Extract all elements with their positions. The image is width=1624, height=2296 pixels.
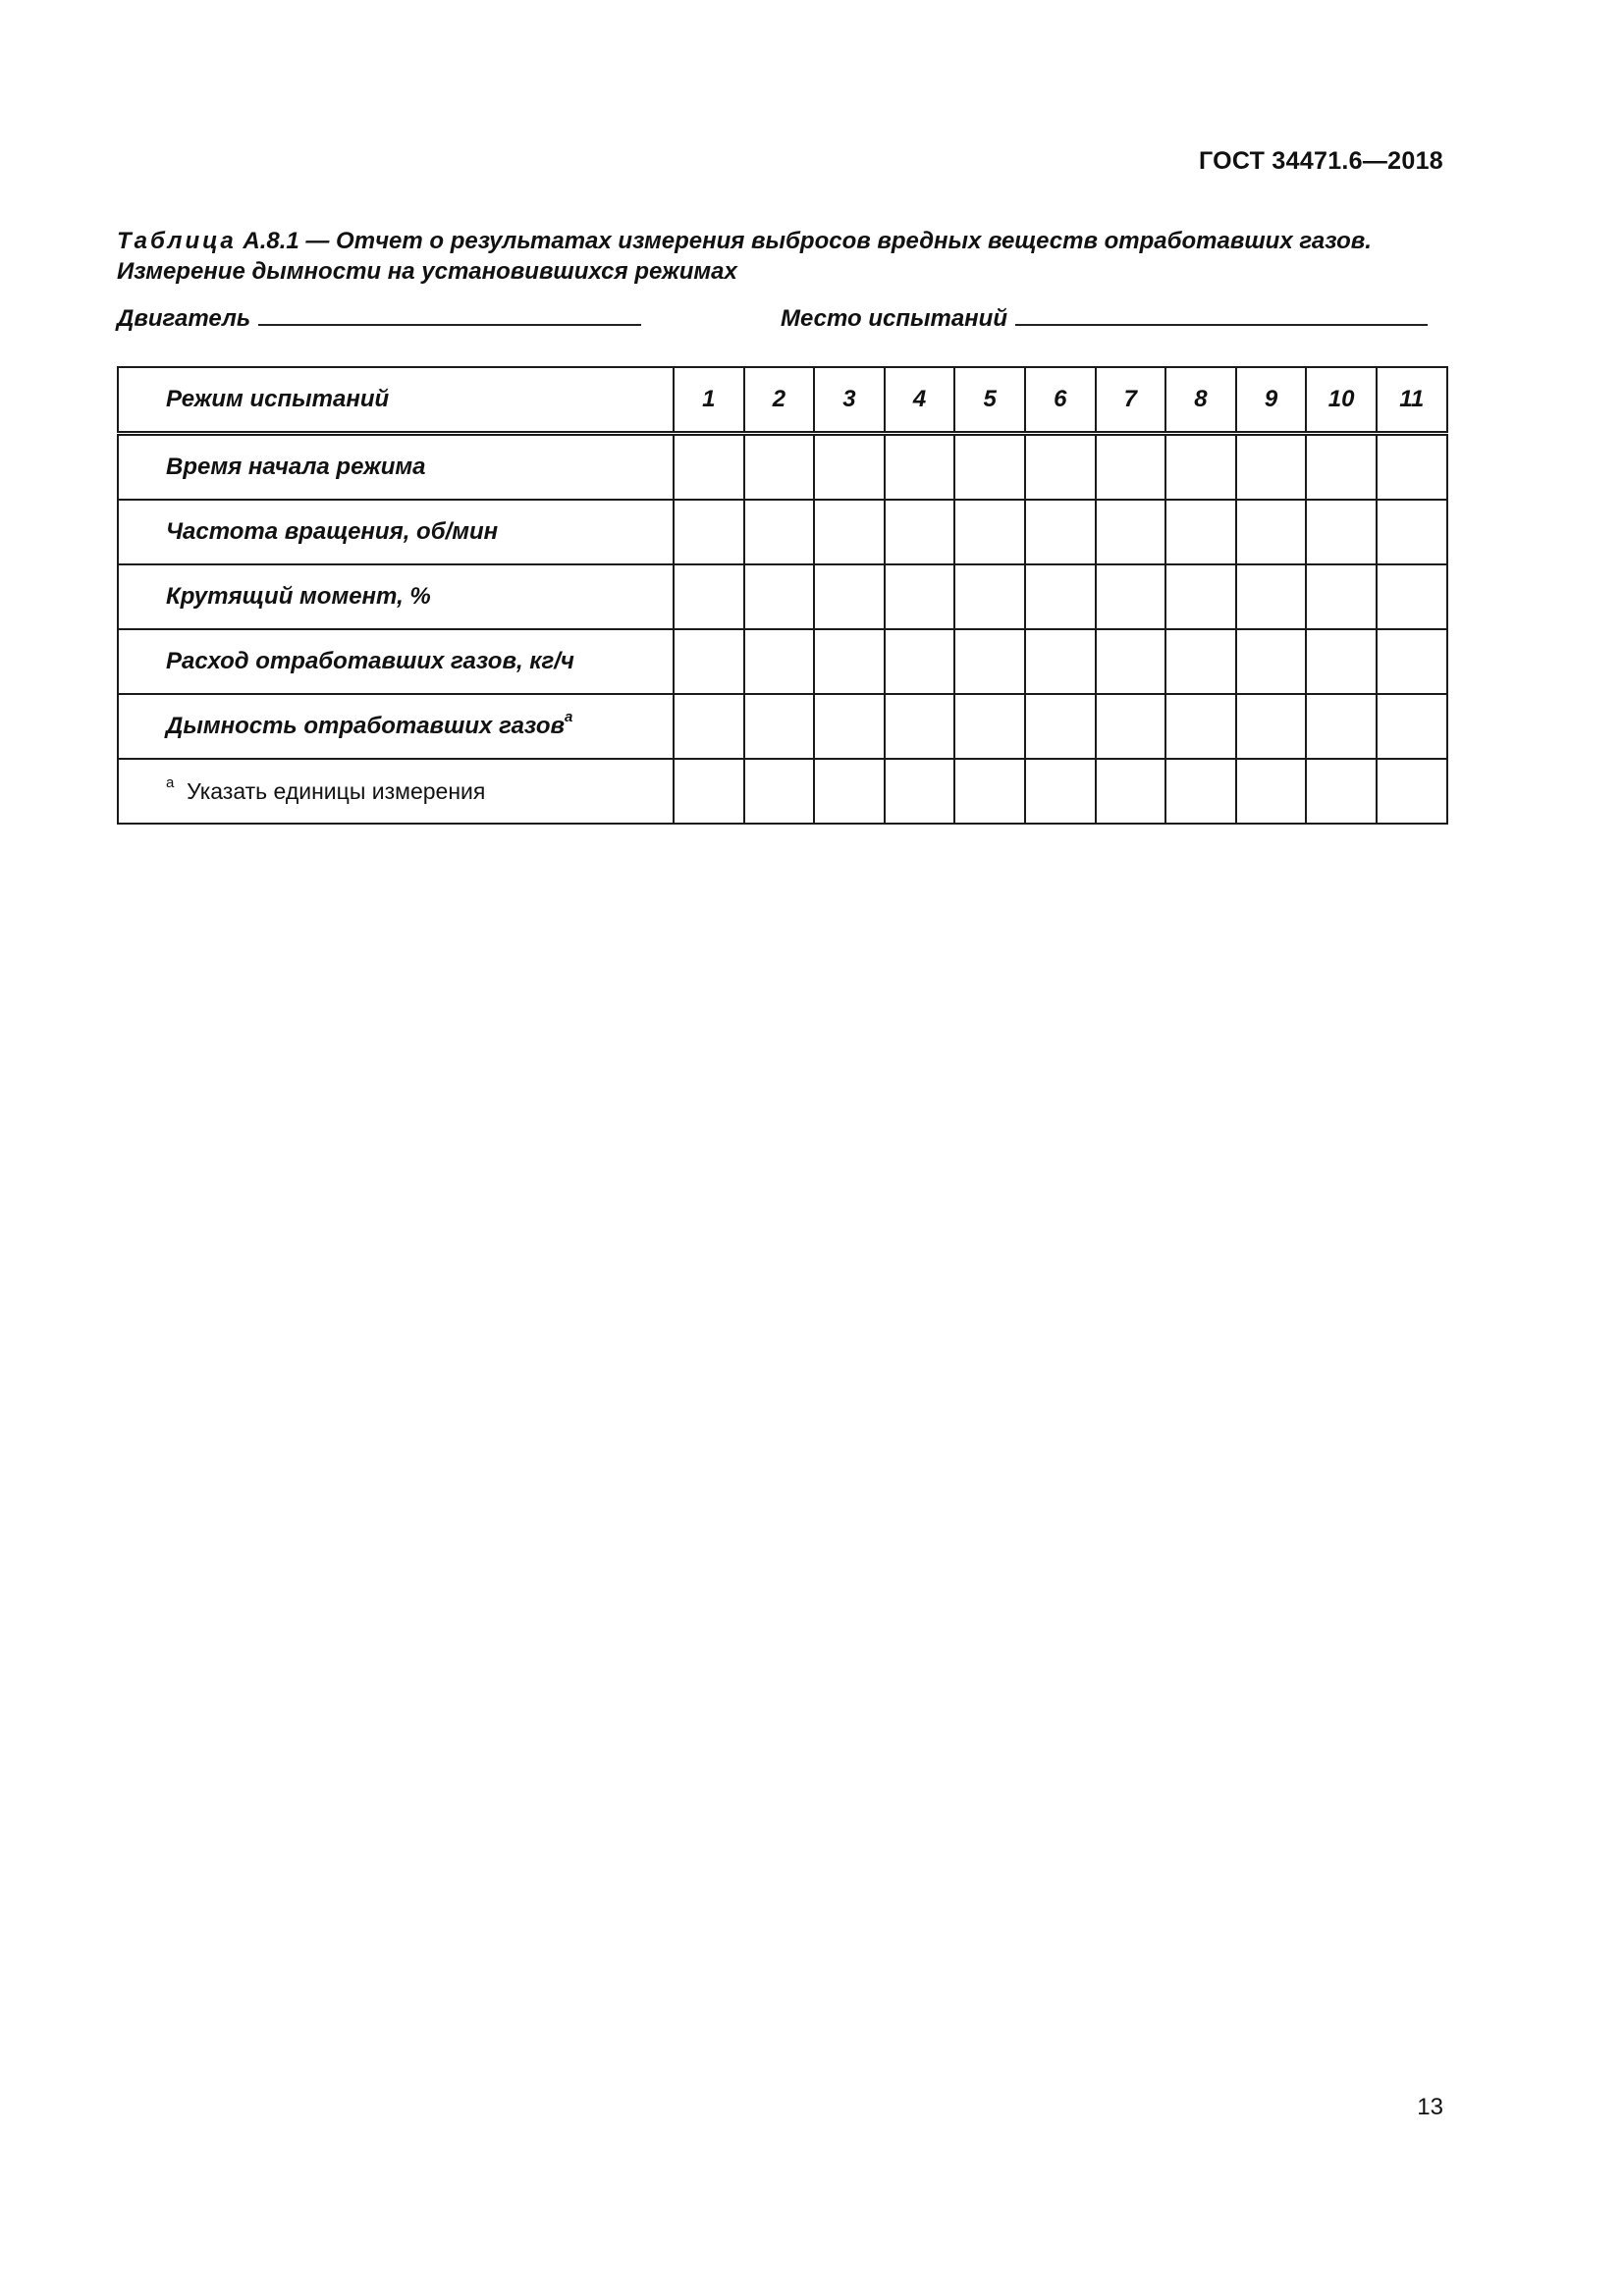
table-cell[interactable] <box>885 694 955 759</box>
column-header-6: 6 <box>1025 367 1096 434</box>
test-place-blank-line[interactable] <box>1015 300 1428 326</box>
table-cell[interactable] <box>1165 694 1236 759</box>
table-cell[interactable] <box>1025 694 1096 759</box>
table-cell[interactable] <box>1306 759 1377 824</box>
table-cell[interactable] <box>885 500 955 564</box>
table-row <box>118 434 1447 501</box>
table-cell[interactable] <box>814 434 885 501</box>
table-cell[interactable] <box>954 629 1025 694</box>
table-cell[interactable] <box>1236 564 1307 629</box>
row-label-torque: Крутящий момент, % <box>118 564 674 629</box>
table-cell[interactable] <box>1377 500 1447 564</box>
column-header-10: 10 <box>1306 367 1377 434</box>
engine-label: Двигатель <box>117 305 251 332</box>
table-cell[interactable] <box>1377 434 1447 501</box>
caption-title-line2: Измерение дымности на установившихся режимах <box>117 258 737 285</box>
table-cell[interactable] <box>1377 564 1447 629</box>
column-header-11: 11 <box>1377 367 1447 434</box>
column-header-1: 1 <box>674 367 744 434</box>
table-cell[interactable] <box>814 564 885 629</box>
table-cell[interactable] <box>1165 500 1236 564</box>
column-header-mode: Режим испытаний <box>118 367 674 434</box>
test-place-field <box>781 300 1428 333</box>
table-footnote <box>118 759 674 824</box>
row-label-exhaust-flow: Расход отработавших газов, кг/ч <box>118 629 674 694</box>
table-cell[interactable] <box>1096 434 1166 501</box>
column-header-7: 7 <box>1096 367 1166 434</box>
table-cell[interactable] <box>954 694 1025 759</box>
table-cell[interactable] <box>814 694 885 759</box>
table-cell[interactable] <box>954 759 1025 824</box>
table-row <box>118 759 1447 824</box>
table-cell[interactable] <box>674 564 744 629</box>
table-cell[interactable] <box>1025 629 1096 694</box>
table-cell[interactable] <box>744 564 815 629</box>
table-cell[interactable] <box>1306 564 1377 629</box>
test-place-label: Место испытаний <box>781 305 1007 332</box>
column-header-4: 4 <box>885 367 955 434</box>
table-cell[interactable] <box>1377 629 1447 694</box>
footnote-text: Указать единицы измерения <box>187 777 486 804</box>
table-cell[interactable] <box>1377 759 1447 824</box>
table-cell[interactable] <box>1165 434 1236 501</box>
document-code: ГОСТ 34471.6—2018 <box>1198 147 1443 175</box>
column-header-5: 5 <box>954 367 1025 434</box>
row-label-rotation-speed: Частота вращения, об/мин <box>118 500 674 564</box>
table-cell[interactable] <box>814 500 885 564</box>
table-row <box>118 564 1447 629</box>
table-row <box>118 694 1447 759</box>
table-cell[interactable] <box>1306 500 1377 564</box>
table-cell[interactable] <box>954 564 1025 629</box>
table-cell[interactable] <box>1096 564 1166 629</box>
column-header-9: 9 <box>1236 367 1307 434</box>
table-cell[interactable] <box>744 500 815 564</box>
table-header-row <box>118 367 1447 434</box>
table-cell[interactable] <box>674 500 744 564</box>
table-cell[interactable] <box>885 629 955 694</box>
engine-blank-line[interactable] <box>258 300 641 326</box>
table-cell[interactable] <box>1025 434 1096 501</box>
page-number: 13 <box>1417 2094 1443 2120</box>
table-cell[interactable] <box>1025 500 1096 564</box>
table-cell[interactable] <box>744 759 815 824</box>
engine-field <box>117 300 641 333</box>
table-row <box>118 629 1447 694</box>
table-cell[interactable] <box>1025 564 1096 629</box>
table-cell[interactable] <box>814 629 885 694</box>
table-cell[interactable] <box>885 564 955 629</box>
smoke-opacity-text: Дымность отработавших газов <box>166 713 565 739</box>
table-cell[interactable] <box>1236 694 1307 759</box>
table-cell[interactable] <box>1236 629 1307 694</box>
form-fields <box>117 300 1437 336</box>
footnote-marker: a <box>565 709 573 725</box>
table-cell[interactable] <box>744 694 815 759</box>
table-cell[interactable] <box>1306 694 1377 759</box>
column-header-8: 8 <box>1165 367 1236 434</box>
table-cell[interactable] <box>885 434 955 501</box>
table-cell[interactable] <box>1236 759 1307 824</box>
table-cell[interactable] <box>1165 759 1236 824</box>
table-cell[interactable] <box>1096 500 1166 564</box>
footnote-marker: a <box>166 774 175 791</box>
table-cell[interactable] <box>674 694 744 759</box>
table-cell[interactable] <box>1096 629 1166 694</box>
table-cell[interactable] <box>674 434 744 501</box>
table-cell[interactable] <box>954 434 1025 501</box>
row-label-smoke-opacity <box>118 694 674 759</box>
table-cell[interactable] <box>744 434 815 501</box>
table-cell[interactable] <box>1236 434 1307 501</box>
caption-title-line1: А.8.1 — Отчет о результатах измерения выбросов вредных веществ отработавших газов. <box>243 228 1372 254</box>
table-cell[interactable] <box>814 759 885 824</box>
table-cell[interactable] <box>1096 694 1166 759</box>
report-table <box>117 366 1448 825</box>
column-header-3: 3 <box>814 367 885 434</box>
caption-label: Таблица <box>117 228 237 254</box>
table-row <box>118 500 1447 564</box>
table-cell[interactable] <box>1025 759 1096 824</box>
table-cell[interactable] <box>1165 629 1236 694</box>
column-header-2: 2 <box>744 367 815 434</box>
table-caption <box>117 226 1452 287</box>
table-cell[interactable] <box>1165 564 1236 629</box>
table-cell[interactable] <box>1236 500 1307 564</box>
table-cell[interactable] <box>1306 629 1377 694</box>
table-cell[interactable] <box>885 759 955 824</box>
table-cell[interactable] <box>1096 759 1166 824</box>
table-cell[interactable] <box>1306 434 1377 501</box>
table-cell[interactable] <box>744 629 815 694</box>
table-cell[interactable] <box>674 629 744 694</box>
table-cell[interactable] <box>674 759 744 824</box>
table-cell[interactable] <box>954 500 1025 564</box>
table-cell[interactable] <box>1377 694 1447 759</box>
row-label-start-time: Время начала режима <box>118 434 674 501</box>
